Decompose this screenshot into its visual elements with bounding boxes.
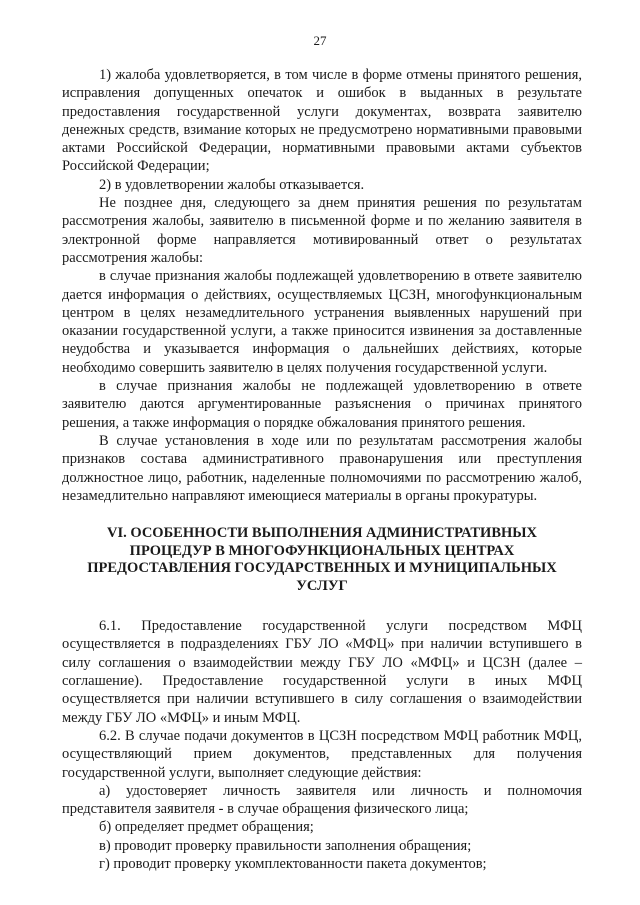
- paragraph: в случае признания жалобы подлежащей удовлетворению в ответе заявителю дается информация о действиях, осуществляемых ЦСЗН, многофункциональным центром в целях незамедлительного устранения выявленных нарушений при оказании государственной услуги, а также приносится извинения за доставленные неудобства и указывается информация о дальнейших действиях, которые необходимо совершить заявителю в целях получения государственной услуги.: [62, 268, 582, 376]
- paragraph: г) проводит проверку укомплектованности пакета документов;: [99, 855, 487, 872]
- paragraph: б) определяет предмет обращения;: [99, 819, 314, 836]
- page-number: 27: [313, 33, 327, 48]
- paragraph: Не позднее дня, следующего за днем принятия решения по результатам рассмотрения жалобы, заявителю в письменной форме и по желанию заявителя в электронной форме направляется мотивированный ответ о результатах рассмотрения жалобы:: [62, 195, 582, 266]
- paragraph: 6.1. Предоставление государственной услуги посредством МФЦ осуществляется в подразделениях ГБУ ЛО «МФЦ» при наличии вступившего в силу соглашения о взаимодействии между ГБУ ЛО «МФЦ» и ЦСЗН (далее – соглашение). Предоставление государственной услуги в иных МФЦ осуществляется при наличии вступившего в силу соглашения о взаимодействии между ГБУ ЛО «МФЦ» и иным МФЦ.: [62, 618, 582, 726]
- page-body: [62, 66, 582, 873]
- section-heading: [62, 525, 582, 595]
- section-heading-line: ПРЕДОСТАВЛЕНИЯ ГОСУДАРСТВЕННЫХ И МУНИЦИПАЛЬНЫХ: [87, 560, 557, 577]
- paragraph: в) проводит проверку правильности заполнения обращения;: [99, 837, 472, 854]
- paragraph: в случае признания жалобы не подлежащей удовлетворению в ответе заявителю даются аргументированные разъяснения о причинах принятого решения, а также информация о порядке обжалования принятого решения.: [62, 378, 582, 431]
- paragraph: В случае установления в ходе или по результатам рассмотрения жалобы признаков состава административного правонарушения или преступления должностное лицо, работник, наделенные полномочиями по рассмотрению жалоб, незамедлительно направляют имеющиеся материалы в органы прокуратуры.: [62, 432, 582, 504]
- section-heading-line: ПРОЦЕДУР В МНОГОФУНКЦИОНАЛЬНЫХ ЦЕНТРАХ: [129, 542, 515, 559]
- paragraph: а) удостоверяет личность заявителя или личность и полномочия представителя заявителя - в случае обращения физического лица;: [62, 782, 582, 818]
- paragraph: 2) в удовлетворении жалобы отказывается.: [99, 176, 365, 193]
- section-heading-line: VI. ОСОБЕННОСТИ ВЫПОЛНЕНИЯ АДМИНИСТРАТИВНЫХ: [107, 525, 537, 542]
- paragraph: 6.2. В случае подачи документов в ЦСЗН посредством МФЦ работник МФЦ, осуществляющий прием документов, представленных для получения государственной услуги, выполняет следующие действия:: [62, 727, 582, 781]
- section-heading-line: УСЛУГ: [296, 577, 348, 594]
- paragraph: 1) жалоба удовлетворяется, в том числе в форме отмены принятого решения, исправления допущенных опечаток и ошибок в выданных в результате предоставления государственной услуги документах, возврата заявителю денежных средств, взимание которых не предусмотрено нормативными правовыми актами Российской Федерации, нормативными правовыми актами субъектов Российской Федерации;: [62, 67, 582, 175]
